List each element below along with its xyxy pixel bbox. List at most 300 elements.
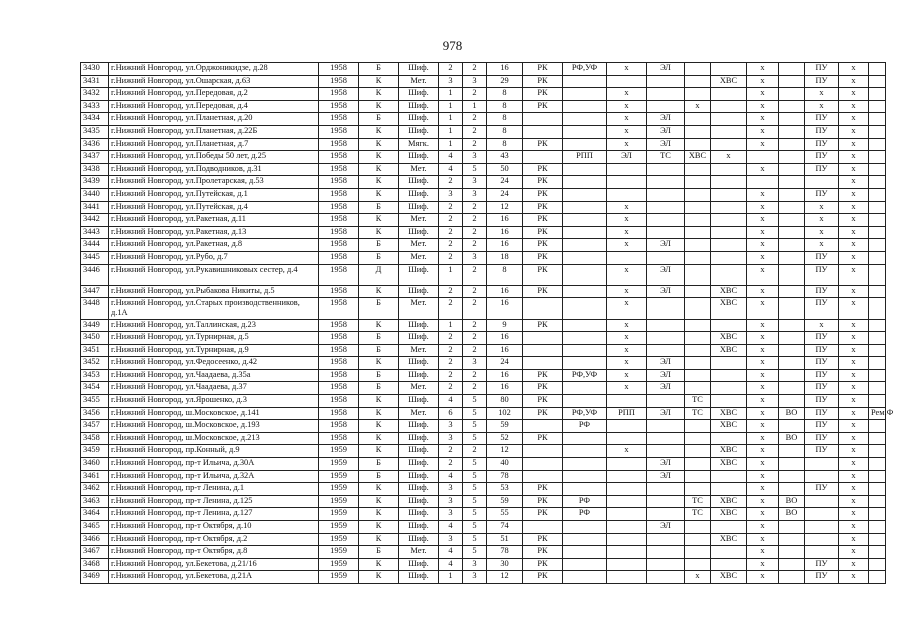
attribute-cell: [563, 382, 607, 395]
attribute-cell: [685, 445, 711, 458]
attribute-cell: [869, 100, 886, 113]
attribute-cell: Шиф.: [399, 201, 439, 214]
address-cell: г.Нижний Новгород, ул.Планетная, д.7: [109, 138, 319, 151]
attribute-cell: [869, 395, 886, 408]
attribute-cell: х: [747, 264, 779, 285]
attribute-cell: [563, 546, 607, 559]
table-row: [81, 369, 886, 382]
attribute-cell: 1958: [319, 201, 359, 214]
table-row: [81, 407, 886, 420]
attribute-cell: [869, 113, 886, 126]
page-number: 978: [442, 38, 463, 53]
attribute-cell: х: [747, 226, 779, 239]
attribute-cell: [563, 533, 607, 546]
attribute-cell: [779, 151, 805, 164]
attribute-cell: х: [805, 226, 839, 239]
attribute-cell: х: [747, 508, 779, 521]
attribute-cell: х: [747, 495, 779, 508]
attribute-cell: [779, 420, 805, 433]
attribute-cell: [711, 558, 747, 571]
attribute-cell: 2: [439, 201, 463, 214]
attribute-cell: 1958: [319, 420, 359, 433]
attribute-cell: [711, 521, 747, 534]
attribute-cell: РК: [523, 508, 563, 521]
attribute-cell: 24: [487, 176, 523, 189]
attribute-cell: х: [747, 458, 779, 471]
attribute-cell: [869, 214, 886, 227]
address-cell: г.Нижний Новгород, пр-т Октября, д.8: [109, 546, 319, 559]
attribute-cell: 1958: [319, 226, 359, 239]
attribute-cell: 2: [463, 319, 487, 332]
attribute-cell: 16: [487, 382, 523, 395]
record-number-cell: 3432: [81, 88, 109, 101]
attribute-cell: [563, 432, 607, 445]
attribute-cell: 1958: [319, 264, 359, 285]
attribute-cell: 16: [487, 344, 523, 357]
attribute-cell: РК: [523, 138, 563, 151]
attribute-cell: [685, 201, 711, 214]
attribute-cell: [685, 332, 711, 345]
record-number-cell: 3463: [81, 495, 109, 508]
attribute-cell: [647, 100, 685, 113]
address-cell: г.Нижний Новгород, пр-т Ленина, д.125: [109, 495, 319, 508]
attribute-cell: 2: [463, 214, 487, 227]
table-row: [81, 470, 886, 483]
attribute-cell: [647, 332, 685, 345]
attribute-cell: РК: [523, 533, 563, 546]
attribute-cell: 1958: [319, 100, 359, 113]
attribute-cell: х: [607, 285, 647, 298]
attribute-cell: 1: [439, 319, 463, 332]
attribute-cell: 55: [487, 508, 523, 521]
address-cell: г.Нижний Новгород, пр-т Октября, д.2: [109, 533, 319, 546]
attribute-cell: [869, 344, 886, 357]
attribute-cell: [779, 445, 805, 458]
attribute-cell: 16: [487, 369, 523, 382]
attribute-cell: 2: [439, 226, 463, 239]
attribute-cell: х: [747, 445, 779, 458]
attribute-cell: [779, 344, 805, 357]
address-cell: г.Нижний Новгород, ул.Пролетарская, д.53: [109, 176, 319, 189]
attribute-cell: х: [607, 201, 647, 214]
attribute-cell: [685, 75, 711, 88]
attribute-cell: РК: [523, 251, 563, 264]
attribute-cell: 2: [439, 251, 463, 264]
attribute-cell: ТС: [647, 151, 685, 164]
attribute-cell: х: [805, 201, 839, 214]
attribute-cell: [563, 75, 607, 88]
address-cell: г.Нижний Новгород, пр-т Ильича, д.30А: [109, 458, 319, 471]
attribute-cell: 1958: [319, 251, 359, 264]
attribute-cell: ВО: [779, 432, 805, 445]
attribute-cell: 30: [487, 558, 523, 571]
attribute-cell: Б: [359, 382, 399, 395]
attribute-cell: х: [805, 88, 839, 101]
record-number-cell: 3443: [81, 226, 109, 239]
attribute-cell: 2: [439, 176, 463, 189]
table-row: [81, 420, 886, 433]
attribute-cell: К: [359, 432, 399, 445]
attribute-cell: х: [839, 214, 869, 227]
attribute-cell: 78: [487, 546, 523, 559]
attribute-cell: 5: [463, 546, 487, 559]
attribute-cell: 2: [439, 357, 463, 370]
attribute-cell: Мет.: [399, 75, 439, 88]
attribute-cell: РК: [523, 88, 563, 101]
attribute-cell: [647, 508, 685, 521]
attribute-cell: 1958: [319, 407, 359, 420]
record-number-cell: 3464: [81, 508, 109, 521]
attribute-cell: ТС: [685, 407, 711, 420]
attribute-cell: [779, 100, 805, 113]
attribute-cell: [685, 357, 711, 370]
attribute-cell: [779, 188, 805, 201]
address-cell: г.Нижний Новгород, ул.Планетная, д.22Б: [109, 125, 319, 138]
attribute-cell: 16: [487, 298, 523, 319]
attribute-cell: Б: [359, 344, 399, 357]
table-row: [81, 357, 886, 370]
attribute-cell: 80: [487, 395, 523, 408]
attribute-cell: ХВС: [711, 332, 747, 345]
attribute-cell: х: [607, 319, 647, 332]
attribute-cell: [779, 285, 805, 298]
attribute-cell: [523, 357, 563, 370]
attribute-cell: х: [607, 214, 647, 227]
attribute-cell: х: [747, 558, 779, 571]
attribute-cell: 5: [463, 420, 487, 433]
attribute-cell: РПП: [607, 407, 647, 420]
attribute-cell: РК: [523, 63, 563, 76]
attribute-cell: х: [607, 113, 647, 126]
record-number-cell: 3440: [81, 188, 109, 201]
attribute-cell: 1958: [319, 138, 359, 151]
attribute-cell: 5: [463, 508, 487, 521]
attribute-cell: х: [839, 251, 869, 264]
address-cell: г.Нижний Новгород, ул.Передовая, д.2: [109, 88, 319, 101]
record-number-cell: 3434: [81, 113, 109, 126]
attribute-cell: х: [839, 100, 869, 113]
attribute-cell: Шиф.: [399, 357, 439, 370]
attribute-cell: 3: [463, 251, 487, 264]
attribute-cell: 16: [487, 63, 523, 76]
record-number-cell: 3431: [81, 75, 109, 88]
record-number-cell: 3466: [81, 533, 109, 546]
attribute-cell: [779, 125, 805, 138]
attribute-cell: К: [359, 533, 399, 546]
attribute-cell: Шиф.: [399, 395, 439, 408]
attribute-cell: х: [747, 521, 779, 534]
attribute-cell: ПУ: [805, 251, 839, 264]
attribute-cell: 9: [487, 319, 523, 332]
attribute-cell: 1958: [319, 214, 359, 227]
attribute-cell: ПУ: [805, 420, 839, 433]
attribute-cell: ЭЛ: [647, 458, 685, 471]
table-row: [81, 100, 886, 113]
attribute-cell: 1: [463, 100, 487, 113]
attribute-cell: [647, 445, 685, 458]
attribute-cell: [685, 483, 711, 496]
attribute-cell: 5: [463, 395, 487, 408]
attribute-cell: 2: [439, 382, 463, 395]
attribute-cell: [563, 357, 607, 370]
attribute-cell: ЭЛ: [647, 369, 685, 382]
attribute-cell: х: [747, 571, 779, 584]
attribute-cell: РК: [523, 407, 563, 420]
attribute-cell: К: [359, 100, 399, 113]
attribute-cell: [647, 226, 685, 239]
attribute-cell: 3: [439, 508, 463, 521]
attribute-cell: 4: [439, 470, 463, 483]
record-number-cell: 3441: [81, 201, 109, 214]
attribute-cell: 1959: [319, 508, 359, 521]
address-cell: г.Нижний Новгород, ул.Путейская, д.4: [109, 201, 319, 214]
attribute-cell: [869, 151, 886, 164]
attribute-cell: РФ: [563, 495, 607, 508]
attribute-cell: х: [805, 239, 839, 252]
attribute-cell: х: [607, 125, 647, 138]
attribute-cell: 2: [439, 445, 463, 458]
attribute-cell: [869, 445, 886, 458]
attribute-cell: 16: [487, 239, 523, 252]
attribute-cell: х: [607, 445, 647, 458]
record-number-cell: 3460: [81, 458, 109, 471]
address-cell: г.Нижний Новгород, ул.Победы 50 лет, д.25: [109, 151, 319, 164]
attribute-cell: 2: [463, 201, 487, 214]
attribute-cell: [779, 546, 805, 559]
attribute-cell: х: [839, 285, 869, 298]
address-cell: г.Нижний Новгород, ул.Ракетная, д.13: [109, 226, 319, 239]
attribute-cell: [685, 369, 711, 382]
attribute-cell: ПУ: [805, 558, 839, 571]
attribute-cell: Б: [359, 201, 399, 214]
attribute-cell: 16: [487, 226, 523, 239]
attribute-cell: 1959: [319, 470, 359, 483]
attribute-cell: 78: [487, 470, 523, 483]
attribute-cell: ПУ: [805, 369, 839, 382]
attribute-cell: 4: [439, 151, 463, 164]
attribute-cell: [563, 344, 607, 357]
attribute-cell: [647, 533, 685, 546]
attribute-cell: [869, 239, 886, 252]
record-number-cell: 3454: [81, 382, 109, 395]
attribute-cell: 8: [487, 264, 523, 285]
attribute-cell: ЭЛ: [647, 125, 685, 138]
address-cell: г.Нижний Новгород, пр-т Ленина, д.127: [109, 508, 319, 521]
attribute-cell: х: [747, 344, 779, 357]
record-number-cell: 3436: [81, 138, 109, 151]
attribute-cell: [869, 298, 886, 319]
housing-records-table: [80, 62, 894, 584]
attribute-cell: [685, 533, 711, 546]
attribute-cell: Мет.: [399, 546, 439, 559]
attribute-cell: РК: [523, 214, 563, 227]
attribute-cell: [563, 395, 607, 408]
attribute-cell: РФ,УФ: [563, 63, 607, 76]
record-number-cell: 3438: [81, 163, 109, 176]
attribute-cell: 16: [487, 285, 523, 298]
attribute-cell: [563, 214, 607, 227]
attribute-cell: [711, 63, 747, 76]
attribute-cell: [869, 188, 886, 201]
attribute-cell: [647, 483, 685, 496]
attribute-cell: 1958: [319, 298, 359, 319]
attribute-cell: [647, 395, 685, 408]
attribute-cell: 5: [463, 163, 487, 176]
attribute-cell: х: [839, 319, 869, 332]
attribute-cell: 1959: [319, 533, 359, 546]
attribute-cell: 1: [439, 125, 463, 138]
table-row: [81, 125, 886, 138]
attribute-cell: 1958: [319, 369, 359, 382]
attribute-cell: [779, 533, 805, 546]
attribute-cell: [869, 163, 886, 176]
attribute-cell: 1958: [319, 151, 359, 164]
attribute-cell: [523, 298, 563, 319]
attribute-cell: х: [747, 138, 779, 151]
attribute-cell: х: [839, 407, 869, 420]
attribute-cell: ТС: [685, 495, 711, 508]
record-number-cell: 3459: [81, 445, 109, 458]
attribute-cell: х: [839, 332, 869, 345]
attribute-cell: 53: [487, 483, 523, 496]
attribute-cell: [779, 113, 805, 126]
attribute-cell: 4: [439, 546, 463, 559]
attribute-cell: [563, 239, 607, 252]
attribute-cell: [685, 432, 711, 445]
attribute-cell: х: [607, 239, 647, 252]
attribute-cell: [711, 395, 747, 408]
address-cell: г.Нижний Новгород, ш.Московское, д.193: [109, 420, 319, 433]
attribute-cell: ПУ: [805, 264, 839, 285]
attribute-cell: [607, 188, 647, 201]
table-row: [81, 176, 886, 189]
attribute-cell: РК: [523, 319, 563, 332]
attribute-cell: [779, 298, 805, 319]
attribute-cell: 8: [487, 113, 523, 126]
attribute-cell: х: [607, 382, 647, 395]
attribute-cell: х: [839, 445, 869, 458]
attribute-cell: 1958: [319, 344, 359, 357]
attribute-cell: х: [747, 369, 779, 382]
attribute-cell: ЭЛ: [647, 63, 685, 76]
attribute-cell: [563, 483, 607, 496]
attribute-cell: х: [607, 357, 647, 370]
attribute-cell: [779, 201, 805, 214]
attribute-cell: [779, 251, 805, 264]
address-cell: г.Нижний Новгород, ш.Московское, д.141: [109, 407, 319, 420]
table-row: [81, 285, 886, 298]
attribute-cell: [869, 357, 886, 370]
attribute-cell: 2: [439, 285, 463, 298]
attribute-cell: [685, 546, 711, 559]
attribute-cell: Шиф.: [399, 88, 439, 101]
attribute-cell: [869, 458, 886, 471]
table-row: [81, 483, 886, 496]
attribute-cell: К: [359, 571, 399, 584]
attribute-cell: 40: [487, 458, 523, 471]
attribute-cell: [869, 495, 886, 508]
address-cell: г.Нижний Новгород, ул.Таллинская, д.23: [109, 319, 319, 332]
attribute-cell: [647, 214, 685, 227]
attribute-cell: [563, 88, 607, 101]
attribute-cell: [779, 226, 805, 239]
attribute-cell: [869, 251, 886, 264]
attribute-cell: 1959: [319, 521, 359, 534]
record-number-cell: 3449: [81, 319, 109, 332]
attribute-cell: 3: [463, 357, 487, 370]
attribute-cell: РК: [523, 571, 563, 584]
attribute-cell: х: [747, 75, 779, 88]
attribute-cell: Шиф.: [399, 151, 439, 164]
attribute-cell: [685, 558, 711, 571]
attribute-cell: 1959: [319, 483, 359, 496]
attribute-cell: [685, 344, 711, 357]
attribute-cell: [747, 151, 779, 164]
table-row: [81, 264, 886, 285]
attribute-cell: 2: [439, 298, 463, 319]
attribute-cell: х: [747, 63, 779, 76]
attribute-cell: 1958: [319, 395, 359, 408]
attribute-cell: К: [359, 176, 399, 189]
record-number-cell: 3465: [81, 521, 109, 534]
attribute-cell: [563, 285, 607, 298]
attribute-cell: 1958: [319, 63, 359, 76]
attribute-cell: РПП: [563, 151, 607, 164]
attribute-cell: РК: [523, 239, 563, 252]
attribute-cell: [685, 63, 711, 76]
attribute-cell: [523, 125, 563, 138]
attribute-cell: К: [359, 495, 399, 508]
attribute-cell: 5: [463, 407, 487, 420]
attribute-cell: [779, 239, 805, 252]
attribute-cell: х: [711, 151, 747, 164]
attribute-cell: [711, 470, 747, 483]
attribute-cell: х: [839, 495, 869, 508]
attribute-cell: 1958: [319, 75, 359, 88]
attribute-cell: ХВС: [711, 344, 747, 357]
address-cell: г.Нижний Новгород, пр-т Ленина, д.1: [109, 483, 319, 496]
attribute-cell: [869, 432, 886, 445]
attribute-cell: ЭЛ: [647, 470, 685, 483]
attribute-cell: 24: [487, 357, 523, 370]
record-number-cell: 3439: [81, 176, 109, 189]
address-cell: г.Нижний Новгород, ул.Бекетова, д.21/16: [109, 558, 319, 571]
attribute-cell: ЭЛ: [647, 382, 685, 395]
attribute-cell: [779, 214, 805, 227]
attribute-cell: Шиф.: [399, 420, 439, 433]
attribute-cell: 3: [439, 483, 463, 496]
attribute-cell: ЭЛ: [647, 285, 685, 298]
address-cell: г.Нижний Новгород, ул.Старых производственников, д.1А: [109, 298, 319, 319]
attribute-cell: [779, 357, 805, 370]
attribute-cell: [869, 571, 886, 584]
attribute-cell: РК: [523, 432, 563, 445]
attribute-cell: К: [359, 88, 399, 101]
attribute-cell: [711, 546, 747, 559]
attribute-cell: 5: [463, 432, 487, 445]
attribute-cell: 12: [487, 445, 523, 458]
attribute-cell: ПУ: [805, 151, 839, 164]
attribute-cell: ПУ: [805, 344, 839, 357]
attribute-cell: Б: [359, 63, 399, 76]
address-cell: г.Нижний Новгород, ул.Путейская, д.1: [109, 188, 319, 201]
attribute-cell: К: [359, 407, 399, 420]
attribute-cell: [869, 285, 886, 298]
attribute-cell: [647, 75, 685, 88]
attribute-cell: 24: [487, 188, 523, 201]
attribute-cell: 4: [439, 163, 463, 176]
attribute-cell: [869, 138, 886, 151]
